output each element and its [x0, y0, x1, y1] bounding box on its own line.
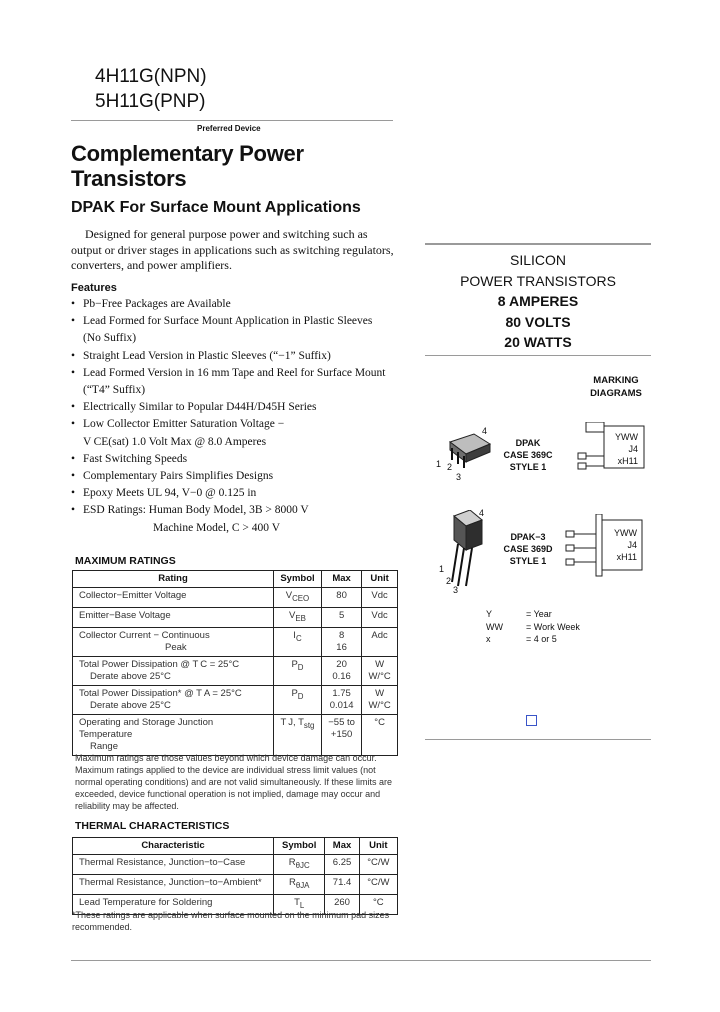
ratings-box-bottom-rule [425, 355, 651, 356]
symbol-cell: $R_{\theta JC}$ [274, 855, 325, 875]
feature-item: • Lead Formed Version in 16 mm Tape and Reel for Surface Mount (“T4” Suffix) [71, 365, 401, 399]
col-unit: Unit [362, 571, 398, 588]
rating-cell: Collector−Emitter Voltage [73, 588, 274, 608]
page-title-line1: Complementary Power [71, 141, 304, 166]
dpak3-pin-label: 4 [479, 508, 485, 518]
features-list [71, 296, 401, 537]
dpak-case-label: DPAK CASE 369C STYLE 1 [503, 438, 553, 472]
table-row [73, 588, 398, 608]
max-cell: 260 [325, 894, 359, 914]
feature-item: • Electrically Similar to Popular D44H/D45H Series [71, 399, 401, 416]
col-symbol: Symbol [274, 838, 325, 855]
part-number-npn: 4H11G(NPN) [95, 66, 207, 87]
unit-cell: °C/W [359, 874, 397, 894]
feature-item-cont: Machine Model, C > 400 V [153, 521, 281, 534]
right-column-rule [425, 739, 651, 740]
table-header-row [73, 838, 398, 855]
feature-item: • Straight Lead Version in Plastic Sleeves (“−1” Suffix) [71, 348, 401, 365]
table-row [73, 855, 398, 875]
page-title-line2: Transistors [71, 166, 187, 191]
rating-cell: Collector Current − Continuous Peak [73, 627, 274, 656]
dpak3-case-label: DPAK−3 CASE 369D STYLE 1 [503, 532, 553, 566]
header-rule [71, 120, 393, 121]
ratings-line: 20 WATTS [504, 334, 572, 350]
max-cell: 8 16 [321, 627, 361, 656]
col-rating: Rating [73, 571, 274, 588]
max-cell: 6.25 [325, 855, 359, 875]
ratings-box-top-rule [425, 243, 651, 245]
unit-cell: °C [362, 714, 398, 755]
symbol-cell: $P_D$ [274, 656, 322, 685]
col-max: Max [321, 571, 361, 588]
dpak-pin-label: 1 [436, 459, 442, 469]
symbol-cell: $V_{EB}$ [274, 607, 322, 627]
feature-item: • Complementary Pairs Simplifies Designs [71, 468, 401, 485]
rating-cell: Total Power Dissipation @ T C = 25°C Derate above 25°C [73, 656, 274, 685]
dpak-marking-text: YWW J4 xH11 [615, 432, 638, 466]
unit-cell: W W/°C [362, 656, 398, 685]
max-cell: 20 0.16 [321, 656, 361, 685]
table-row [73, 607, 398, 627]
symbol-cell: $I_C$ [274, 627, 322, 656]
unit-cell: Vdc [362, 588, 398, 608]
table-row [73, 685, 398, 714]
footer-rule [71, 960, 651, 961]
unit-cell: Vdc [362, 607, 398, 627]
ratings-box [425, 250, 651, 353]
dpak-pin-label: 4 [482, 426, 488, 436]
unit-cell: W W/°C [362, 685, 398, 714]
max-ratings-table [72, 570, 398, 756]
char-cell: Thermal Resistance, Junction−to−Ambient* [73, 874, 274, 894]
dpak3-marking-text: YWW J4 xH11 [614, 528, 637, 562]
rating-cell: Total Power Dissipation* @ T A = 25°C Derate above 25°C [73, 685, 274, 714]
legend-row: WW = Work Week [486, 621, 580, 632]
legend-row: Y = Year [486, 609, 552, 619]
page-subtitle: DPAK For Surface Mount Applications [71, 199, 361, 216]
dpak3-pin-label: 2 [446, 576, 452, 586]
description: Designed for general purpose power and switching such as output or driver stages in applications such as switching regulators, converters, and power amplifiers. [71, 227, 394, 272]
rating-cell: Operating and Storage Junction Temperature Range [73, 714, 274, 755]
col-max: Max [325, 838, 359, 855]
symbol-cell: $P_D$ [274, 685, 322, 714]
preferred-device-label: Preferred Device [197, 124, 261, 133]
max-ratings-heading: MAXIMUM RATINGS [75, 555, 176, 567]
symbol-cell: $R_{\theta JA}$ [274, 874, 325, 894]
table-row [73, 656, 398, 685]
symbol-cell: $V_{CEO}$ [274, 588, 322, 608]
ordering-info-link-box[interactable] [526, 715, 537, 726]
symbol-cell: $T_L$ [274, 894, 325, 914]
dpak-pin-label: 2 [447, 462, 453, 472]
ratings-line: SILICON [509, 252, 566, 268]
feature-item: • ESD Ratings: Human Body Model, 3B > 8000 V Machine Model, C > 400 V [71, 502, 401, 536]
unit-cell: Adc [362, 627, 398, 656]
dpak3-pin-label: 1 [439, 564, 445, 574]
max-cell: 71.4 [325, 874, 359, 894]
features-heading: Features [71, 282, 117, 294]
max-cell: 1.75 0.014 [321, 685, 361, 714]
feature-item-cont: V CE(sat) 1.0 Volt Max @ 8.0 Amperes [83, 435, 267, 448]
feature-item: • Fast Switching Speeds [71, 451, 401, 468]
table-row [73, 874, 398, 894]
marking-diagrams-heading: MARKING DIAGRAMS [590, 375, 642, 399]
rating-cell: Emitter−Base Voltage [73, 607, 274, 627]
thermal-heading: THERMAL CHARACTERISTICS [75, 820, 230, 832]
feature-item-cont: (“T4” Suffix) [83, 384, 146, 397]
col-unit: Unit [359, 838, 397, 855]
feature-item: • Lead Formed for Surface Mount Application in Plastic Sleeves (No Suffix) [71, 313, 401, 347]
table-row [73, 627, 398, 656]
unit-cell: °C/W [359, 855, 397, 875]
table-row [73, 714, 398, 755]
feature-item: • Epoxy Meets UL 94, V−0 @ 0.125 in [71, 485, 401, 502]
ratings-line: POWER TRANSISTORS [460, 272, 616, 289]
dpak3-package-image [446, 510, 488, 590]
max-ratings-note: Maximum ratings are those values beyond which device damage can occur. Maximum ratings applied to the device are individual stress limit values (not normal operating conditions) and are not valid simultaneously. If these limits are exceeded, device functional operation is not implied, damage may occur and reliability may be affected. [75, 753, 392, 811]
max-cell: 80 [321, 588, 361, 608]
ratings-line: 80 VOLTS [505, 313, 571, 330]
char-cell: Lead Temperature for Soldering [73, 894, 274, 914]
thermal-table [72, 837, 398, 915]
marking-legend [486, 608, 646, 646]
feature-item-cont: (No Suffix) [83, 332, 137, 345]
max-cell: 5 [321, 607, 361, 627]
symbol-cell: T J, $T_{stg}$ [274, 714, 322, 755]
col-symbol: Symbol [274, 571, 322, 588]
legend-row: x = 4 or 5 [486, 634, 557, 644]
col-characteristic: Characteristic [73, 838, 274, 855]
dpak-pin-label: 3 [456, 472, 462, 482]
feature-item: • Pb−Free Packages are Available [71, 296, 401, 313]
feature-item: • Low Collector Emitter Saturation Voltage − V CE(sat) 1.0 Volt Max @ 8.0 Amperes [71, 416, 401, 450]
table-header-row [73, 571, 398, 588]
unit-cell: °C [359, 894, 397, 914]
thermal-note: *These ratings are applicable when surface mounted on the minimum pad sizes recommended. [72, 910, 390, 932]
char-cell: Thermal Resistance, Junction−to−Case [73, 855, 274, 875]
max-cell: −55 to +150 [321, 714, 361, 755]
part-number-pnp: 5H11G(PNP) [95, 91, 206, 112]
dpak3-pin-label: 3 [453, 585, 459, 595]
ratings-line: 8 AMPERES [497, 293, 579, 309]
